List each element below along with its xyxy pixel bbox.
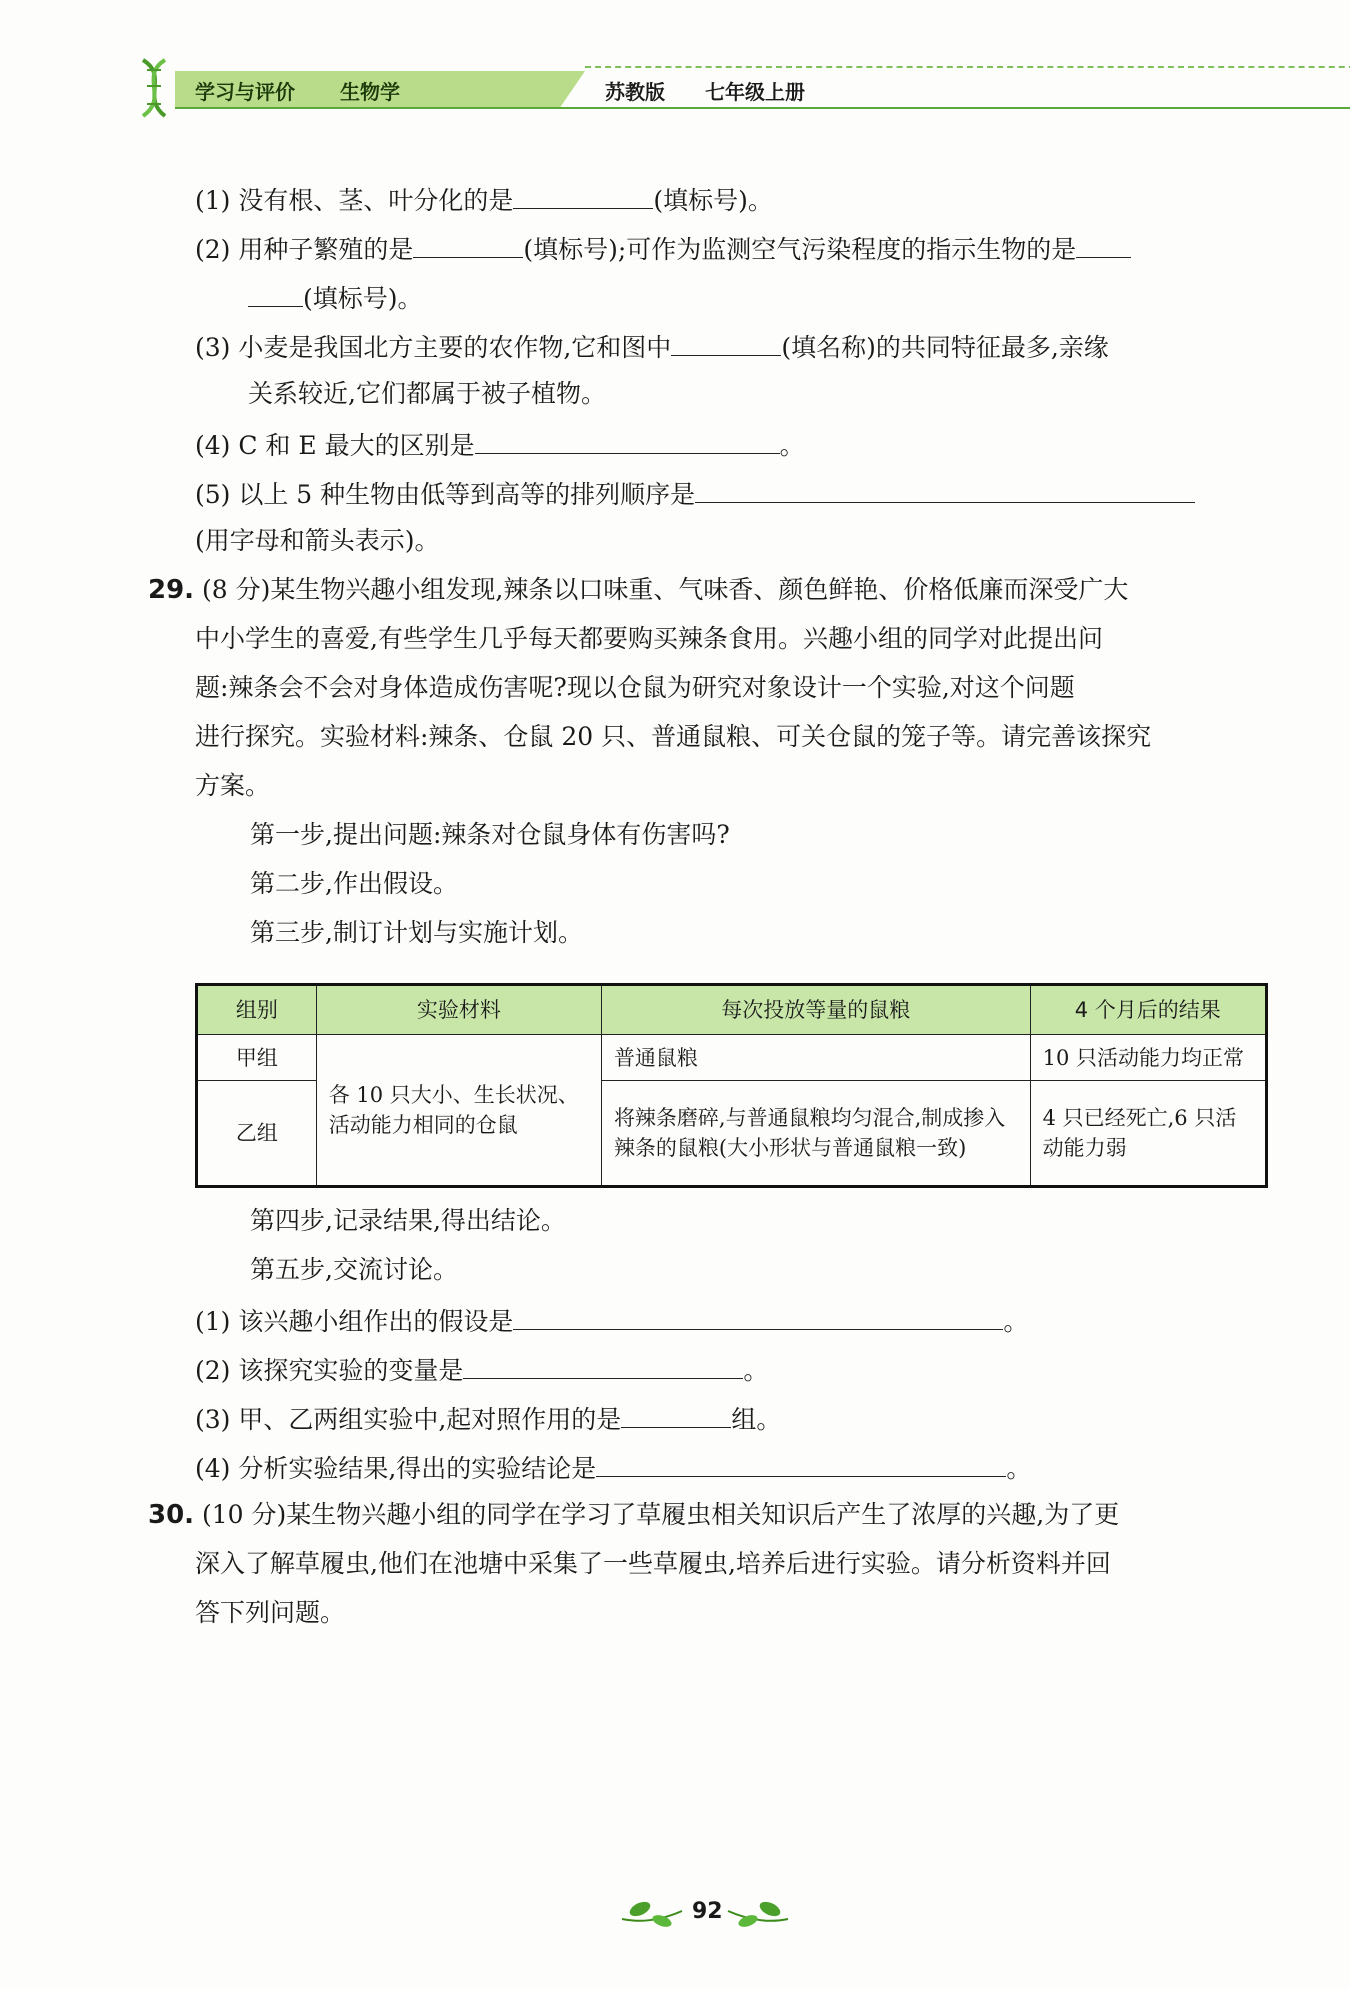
q28-item-5: (5) 以上 5 种生物由低等到高等的排列顺序是: [195, 476, 1195, 511]
answer-blank[interactable]: [513, 1303, 1003, 1330]
table-cell: 4 只已经死亡,6 只活动能力弱: [1030, 1081, 1266, 1187]
answer-blank[interactable]: [413, 231, 523, 258]
q30-stem-line-2: 深入了解草履虫,他们在池塘中采集了一些草履虫,培养后进行实验。请分析资料并回: [195, 1549, 1111, 1578]
q29-answer-4: (4) 分析实验结果,得出的实验结论是 。: [195, 1450, 1031, 1485]
answer-blank[interactable]: [475, 427, 780, 454]
question-number: 30.: [148, 1500, 195, 1530]
q29-stem-line-4: 进行探究。实验材料:辣条、仓鼠 20 只、普通鼠粮、可关仓鼠的笼子等。请完善该探究: [195, 722, 1152, 751]
answer-blank[interactable]: [671, 329, 781, 356]
q29-stem-line-3: 题:辣条会不会对身体造成伤害呢?现以仓鼠为研究对象设计一个实验,对这个问题: [195, 673, 1075, 702]
page-header: [135, 58, 1255, 118]
q28-item-3: (3) 小麦是我国北方主要的农作物,它和图中 (填名称)的共同特征最多,亲缘: [195, 329, 1109, 364]
answer-blank[interactable]: [1076, 231, 1131, 258]
q28-item-2: (2) 用种子繁殖的是 (填标号);可作为监测空气污染程度的指示生物的是: [195, 231, 1131, 266]
q29-step-2: 第二步,作出假设。: [250, 869, 458, 898]
book-subject: 生物学: [340, 80, 400, 104]
book-grade: 七年级上册: [705, 80, 805, 104]
q28-item-1: (1) 没有根、茎、叶分化的是 (填标号)。: [195, 182, 773, 217]
q29-step-4: 第四步,记录结果,得出结论。: [250, 1206, 566, 1235]
q28-item-3-cont: 关系较近,它们都属于被子植物。: [248, 379, 606, 408]
answer-blank[interactable]: [695, 476, 1195, 503]
q30-stem-line-3: 答下列问题。: [195, 1598, 346, 1627]
q29-step-5: 第五步,交流讨论。: [250, 1255, 458, 1284]
leaf-right-icon: [726, 1895, 790, 1929]
table-header-cell: 实验材料: [316, 985, 601, 1035]
table-cell-material: 各 10 只大小、生长状况、活动能力相同的仓鼠: [316, 1035, 601, 1187]
answer-blank[interactable]: [513, 182, 653, 209]
table-row: [197, 1035, 1267, 1081]
q29-stem-line-1: 29. (8 分)某生物兴趣小组发现,辣条以口味重、气味香、颜色鲜艳、价格低廉而深受广大: [148, 575, 1129, 605]
answer-blank[interactable]: [596, 1450, 1006, 1477]
header-dashed-rule: [585, 66, 1350, 68]
q29-step-1: 第一步,提出问题:辣条对仓鼠身体有伤害吗?: [250, 820, 730, 849]
q29-stem-line-5: 方案。: [195, 771, 271, 800]
table-header-cell: 每次投放等量的鼠粮: [601, 985, 1030, 1035]
table-header-cell: 4 个月后的结果: [1030, 985, 1266, 1035]
page-number: 92: [692, 1899, 723, 1924]
q28-item-4: (4) C 和 E 最大的区别是 。: [195, 427, 805, 462]
q28-item-5-cont: (用字母和箭头表示)。: [195, 526, 440, 555]
question-number: 29.: [148, 575, 195, 605]
table-cell: 普通鼠粮: [601, 1035, 1030, 1081]
page-footer: [620, 1895, 790, 1935]
table-header-cell: 组别: [197, 985, 317, 1035]
q29-answer-2: (2) 该探究实验的变量是 。: [195, 1352, 768, 1387]
table-cell: 10 只活动能力均正常: [1030, 1035, 1266, 1081]
header-solid-rule: [175, 107, 1350, 109]
leaf-left-icon: [620, 1895, 684, 1929]
q29-answer-1: (1) 该兴趣小组作出的假设是 。: [195, 1303, 1028, 1338]
q29-stem-line-2: 中小学生的喜爱,有些学生几乎每天都要购买辣条食用。兴趣小组的同学对此提出问: [195, 624, 1103, 653]
q30-stem-line-1: 30. (10 分)某生物兴趣小组的同学在学习了草履虫相关知识后产生了浓厚的兴趣,为了更: [148, 1500, 1120, 1530]
experiment-table: [195, 983, 1268, 1188]
q29-step-3: 第三步,制订计划与实施计划。: [250, 918, 583, 947]
table-header-row: [197, 985, 1267, 1035]
dna-helix-icon: [135, 58, 175, 118]
q29-answer-3: (3) 甲、乙两组实验中,起对照作用的是 组。: [195, 1401, 781, 1436]
table-cell: 乙组: [197, 1081, 317, 1187]
book-title: 学习与评价: [195, 80, 295, 104]
answer-blank[interactable]: [463, 1352, 743, 1379]
answer-blank[interactable]: [248, 280, 303, 307]
q28-item-2-cont: (填标号)。: [248, 280, 423, 315]
table-cell: 甲组: [197, 1035, 317, 1081]
answer-blank[interactable]: [621, 1401, 731, 1428]
table-cell: 将辣条磨碎,与普通鼠粮均匀混合,制成掺入辣条的鼠粮(大小形状与普通鼠粮一致): [601, 1081, 1030, 1187]
book-edition: 苏教版: [605, 80, 665, 104]
